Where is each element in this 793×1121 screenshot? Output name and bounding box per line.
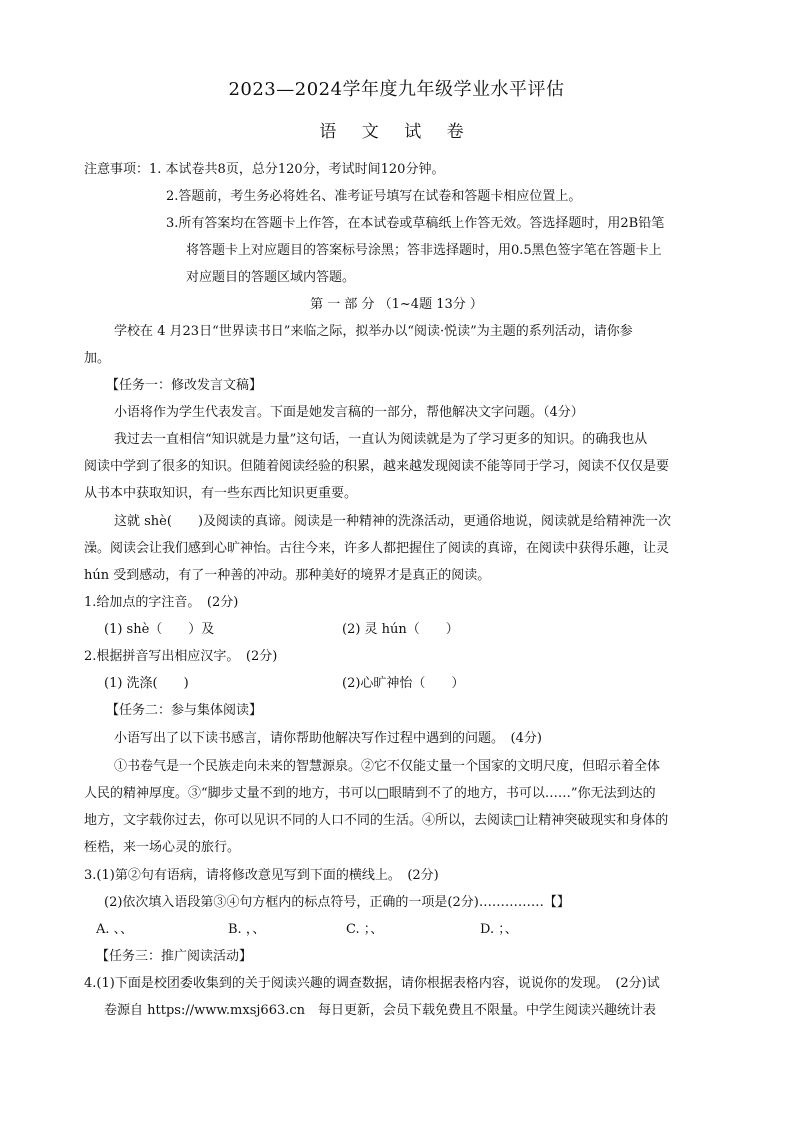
notice-item-3: 3.所有答案均在答题卡上作答，在本试卷或草稿纸上作答无效。答选择题时，用2B铅笔 — [166, 216, 665, 231]
question-2-part-a: (1) 洗涤( ) — [104, 676, 189, 691]
task1-paragraph2-line-3: hún 受到感动，有了一种善的冲动。那种美好的境界才是真正的阅读。 — [84, 568, 491, 583]
notice-label-line — [84, 160, 444, 180]
question-2-part-b: (2)心旷神怡（ ） — [342, 676, 465, 691]
question-3-option-c: C. ；、 — [346, 922, 384, 937]
question-1-part-a: (1) shè（ ）及 — [104, 622, 215, 637]
question-3-part-2: (2)依次填入语段第③④句方框内的标点符号，正确的一项是(2分)……………【】 — [104, 895, 570, 910]
part1-intro-line-2: 加。 — [84, 351, 111, 366]
question-2: 2.根据拼音写出相应汉字。 (2分) — [84, 649, 278, 664]
task1-paragraph2-line-2: 澡。阅读会让我们感到心旷神怡。古往今来，许多人都把握住了阅读的真谛，在阅读中获得乐趣，让灵 — [84, 541, 670, 556]
task2-description: 小语写出了以下读书感言，请你帮助他解决写作过程中遇到的问题。 (4分) — [114, 731, 542, 746]
question-4-line-2: 卷源自 https://www.mxsj663.cn 每日更新，会员下载免费且不限量。中学生阅读兴趣统计表 — [104, 1003, 657, 1018]
notice-item-3-cont-2: 对应题目的答题区域内答题。 — [186, 270, 356, 285]
notice-item-1: 1. 本试卷共8页，总分120分，考试时间120分钟。 — [149, 162, 445, 177]
task2-paragraph-line-3: 地方，文字载你过去，你可以见识不同的人口不同的生活。④所以，去阅读□让精神突破现实和身体的 — [84, 813, 669, 828]
task3-heading: 【任务三：推广阅读活动】 — [96, 949, 253, 964]
notice-item-2: 2.答题前，考生务必将姓名、准考证号填写在试卷和答题卡相应位置上。 — [166, 189, 582, 204]
question-1-part-b: (2) 灵 hún（ ） — [342, 622, 459, 637]
task2-paragraph-line-4: 桎梏，来一场心灵的旅行。 — [84, 840, 241, 855]
task1-paragraph1-line-3: 从书本中获取知识，有一些东西比知识更重要。 — [84, 486, 358, 501]
exam-subtitle: 语 文 试 卷 — [319, 122, 474, 142]
task2-paragraph-line-2: 人民的精神厚度。③“脚步丈量不到的地方，书可以□眼睛到不了的地方，书可以……”你无法到达的 — [84, 786, 656, 801]
task1-description: 小语将作为学生代表发言。下面是她发言稿的一部分，帮他解决文字问题。（4分） — [114, 405, 584, 420]
task1-paragraph1-line-1: 我过去一直相信“知识就是力量”这句话，一直认为阅读就是为了学习更多的知识。的确我也从 — [114, 432, 648, 447]
task1-paragraph1-line-2: 阅读中学到了很多的知识。但随着阅读经验的积累，越来越发现阅读不能等同于学习，阅读不仅仅是要 — [84, 459, 670, 474]
notice-item-3-cont-1: 将答题卡上对应题目的答案标号涂黑；答非选择题时，用0.5黑色签字笔在答题卡上 — [186, 243, 662, 258]
exam-title: 2023—2024学年度九年级学业水平评估 — [228, 79, 565, 100]
question-3-part-1: 3.(1)第②句有语病，请将修改意见写到下面的横线上。 (2分) — [84, 868, 439, 883]
task1-heading: 【任务一：修改发言文稿】 — [106, 378, 263, 393]
part1-intro-line-1: 学校在 4 月23日“世界读书日”来临之际，拟举办以“阅读·悦读”为主题的系列活动，请你参 — [114, 324, 633, 339]
question-4-line-1: 4.(1)下面是校团委收集到的关于阅读兴趣的调查数据，请你根据表格内容，说说你的发现。 (2分)试 — [84, 976, 660, 991]
question-3-option-d: D. ；、 — [480, 922, 518, 937]
task2-paragraph-line-1: ①书卷气是一个民族走向未来的智慧源泉。②它不仅能丈量一个国家的文明尺度，但昭示着全体 — [114, 759, 661, 774]
question-3-option-a: A. 、、 — [96, 922, 134, 937]
task2-heading: 【任务二：参与集体阅读】 — [106, 703, 263, 718]
notice-label: 注意事项： — [84, 162, 150, 177]
question-1: 1.给加点的字注音。 (2分) — [84, 595, 239, 610]
question-3-option-b: B. ，、 — [228, 922, 266, 937]
task1-paragraph2-line-1: 这就 shè( )及阅读的真谛。阅读是一种精神的洗涤活动，更通俗地说，阅读就是给精神洗一次 — [114, 514, 672, 529]
part1-heading: 第 一 部 分 （1~4题 13分 ） — [310, 297, 483, 312]
